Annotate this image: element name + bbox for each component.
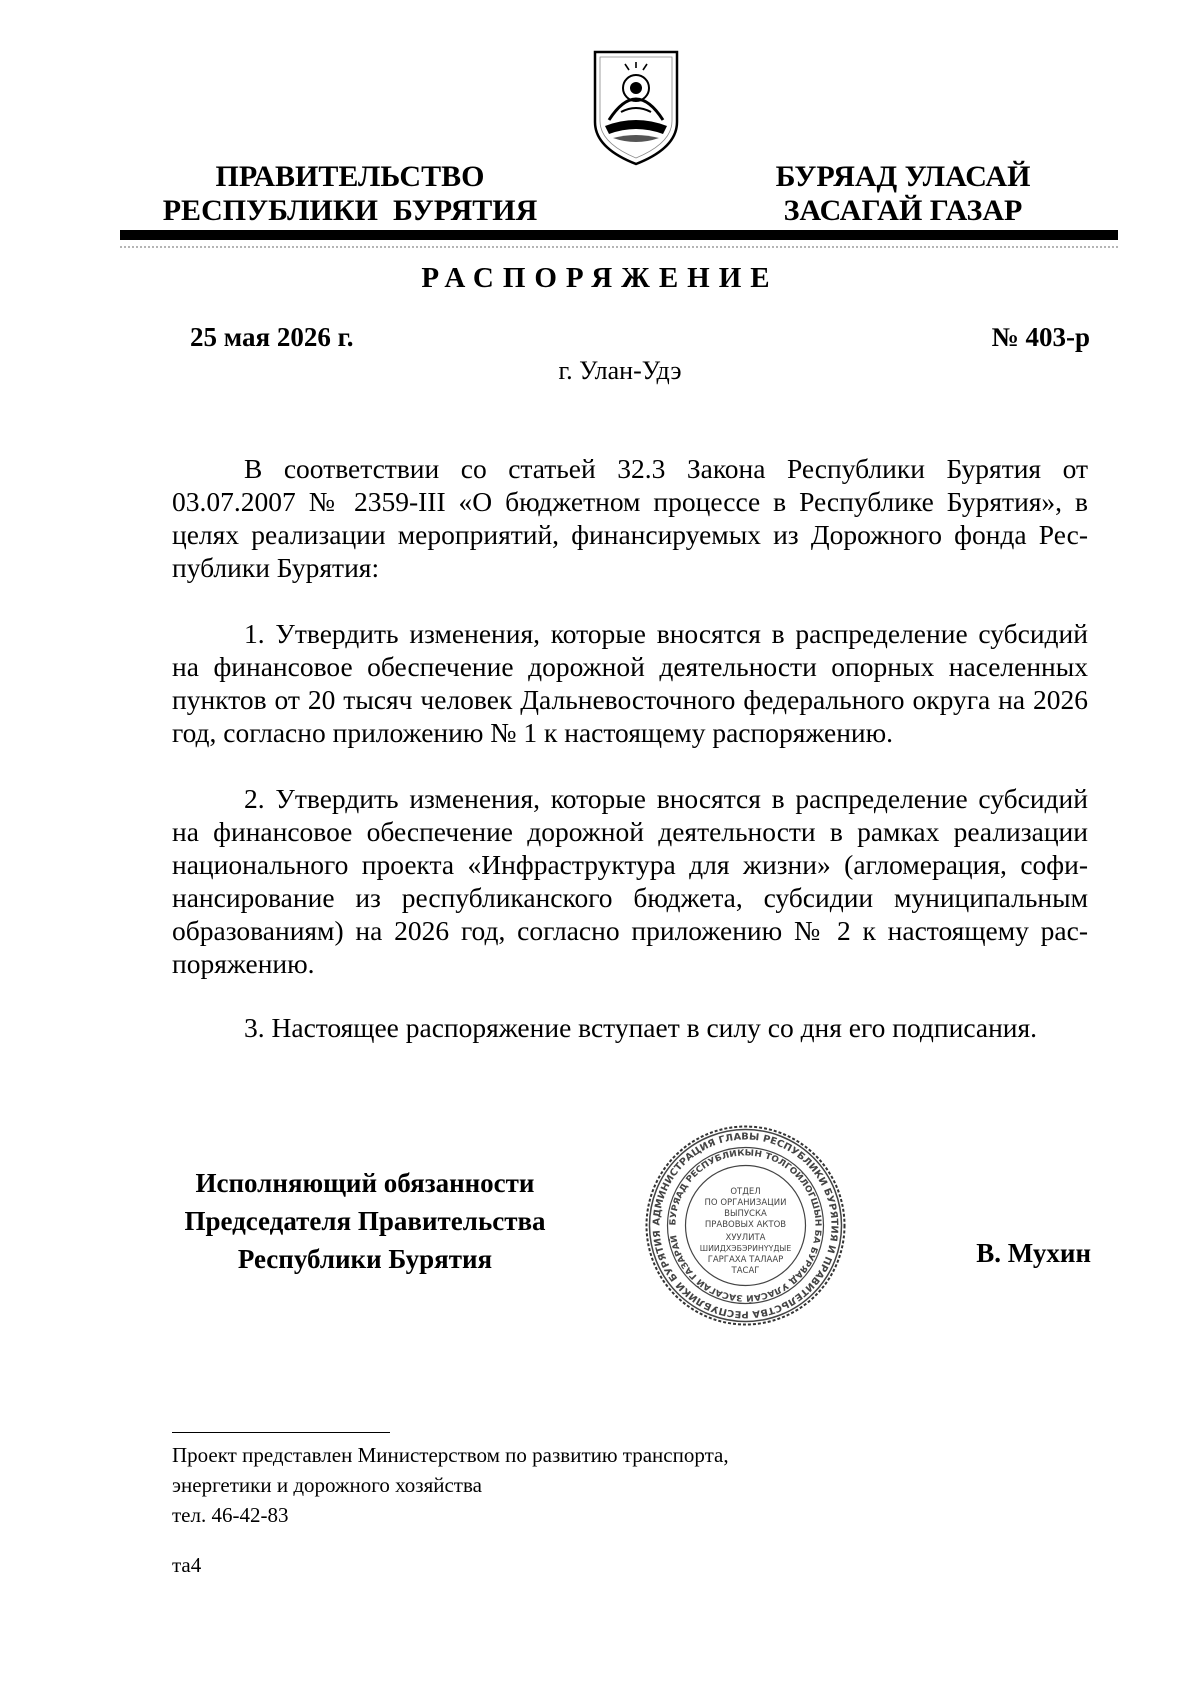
footnote-line-3: тел. 46-42-83 <box>172 1503 289 1527</box>
org-name-russian <box>160 160 540 228</box>
signatory-name: В. Мухин <box>976 1238 1091 1268</box>
svg-text:ПО ОРГАНИЗАЦИИ: ПО ОРГАНИЗАЦИИ <box>704 1198 787 1208</box>
footnote-line-2: энергетики и дорожного хозяйства <box>172 1473 482 1497</box>
coat-of-arms-emblem <box>591 48 681 166</box>
svg-text:ТАСАГ: ТАСАГ <box>731 1266 760 1276</box>
official-seal-stamp <box>643 1123 848 1328</box>
paragraph-item-3: 3. Настоящее распоряжение вступает в силу со дня его подписания. <box>244 1012 1038 1043</box>
footnote <box>172 1440 972 1530</box>
svg-text:ШИИДХЭБЭРИНҮҮДЫЕ: ШИИДХЭБЭРИНҮҮДЫЕ <box>699 1244 792 1253</box>
paragraph-item-1: 1. Утвердить изменения, которые вносятся в распределение субсидий на финансовое обеспечение дорожной деятельности опорных населенных пунктов от 20 тысяч человек Дальневосточного федерального округа на 2026 год, согласно приложению № 1 к настоящему распоряжению. <box>172 618 1088 748</box>
signatory-title-line-2: Председателя Правительства <box>184 1206 546 1236</box>
org-name-bur-line-1: БУРЯАД УЛАСАЙ <box>775 160 1031 193</box>
svg-text:ГАРГАХА ТАЛААР: ГАРГАХА ТАЛААР <box>707 1255 784 1265</box>
signatory-title <box>165 1164 565 1278</box>
svg-text:ХУУЛИТА: ХУУЛИТА <box>725 1233 766 1243</box>
document-code: та4 <box>172 1553 202 1577</box>
header-rule-thick <box>120 230 1118 240</box>
document-date: 25 мая 2026 г. <box>190 322 354 352</box>
signatory-title-line-3: Республики Бурятия <box>237 1244 493 1274</box>
org-name-buryat <box>758 160 1048 228</box>
signatory-title-line-1: Исполняющий обязанности <box>195 1168 535 1198</box>
paragraph-item-2: 2. Утвердить изменения, которые вносятся в распределение субсидий на финансовое обеспечение дорожной деятельности в рамках реализации национального проекта «Инфраструктура для жизни» (агломерация, софинансирование из республиканского бюджета, субсидии муниципальным образованиям) на 2026 год, согласно приложению № 2 к настоящему распоряжению. <box>172 783 1088 979</box>
document-city: г. Улан-Удэ <box>558 356 682 385</box>
svg-text:АДМИНИСТРАЦИЯ ГЛАВЫ РЕСПУБЛИКИ: АДМИНИСТРАЦИЯ ГЛАВЫ РЕСПУБЛИКИ БУРЯТИЯ И ПРАВИТЕЛЬСТВА РЕСПУБЛИКИ БУРЯТИЯ <box>651 1131 840 1320</box>
document-number: № 403-р <box>991 322 1090 352</box>
document-type-title: РАСПОРЯЖЕНИЕ <box>421 262 779 294</box>
svg-text:ОТДЕЛ: ОТДЕЛ <box>730 1187 761 1197</box>
svg-text:БУРЯАД РЕСПУБЛИКЫН ТОЛГОЙЛОГШЫ: БУРЯАД РЕСПУБЛИКЫН ТОЛГОЙЛОГШЫН БА БУРЯАД УЛАСАЙ ЗАСАГАЙ ГАЗАРАЙ <box>668 1148 823 1303</box>
org-name-ru-line-2: РЕСПУБЛИКИ БУРЯТИЯ <box>162 194 538 227</box>
org-name-bur-line-2: ЗАСАГАЙ ГАЗАР <box>783 194 1023 227</box>
svg-text:ПРАВОВЫХ АКТОВ: ПРАВОВЫХ АКТОВ <box>704 1220 787 1230</box>
paragraph-preamble: В соответствии со статьей 32.3 Закона Республики Бурятия от 03.07.2007 № 2359-III «О бюджетном процессе в Республике Бурятия», в целях реализации мероприятий, финансируемых из Дорожного фонда Республики Бурятия: <box>172 453 1088 583</box>
footnote-line-1: Проект представлен Министерством по развитию транспорта, <box>172 1443 729 1467</box>
footnote-rule <box>172 1432 390 1433</box>
org-name-ru-line-1: ПРАВИТЕЛЬСТВО <box>215 160 485 193</box>
header-rule-thin <box>120 246 1118 248</box>
svg-text:ВЫПУСКА: ВЫПУСКА <box>724 1209 767 1219</box>
